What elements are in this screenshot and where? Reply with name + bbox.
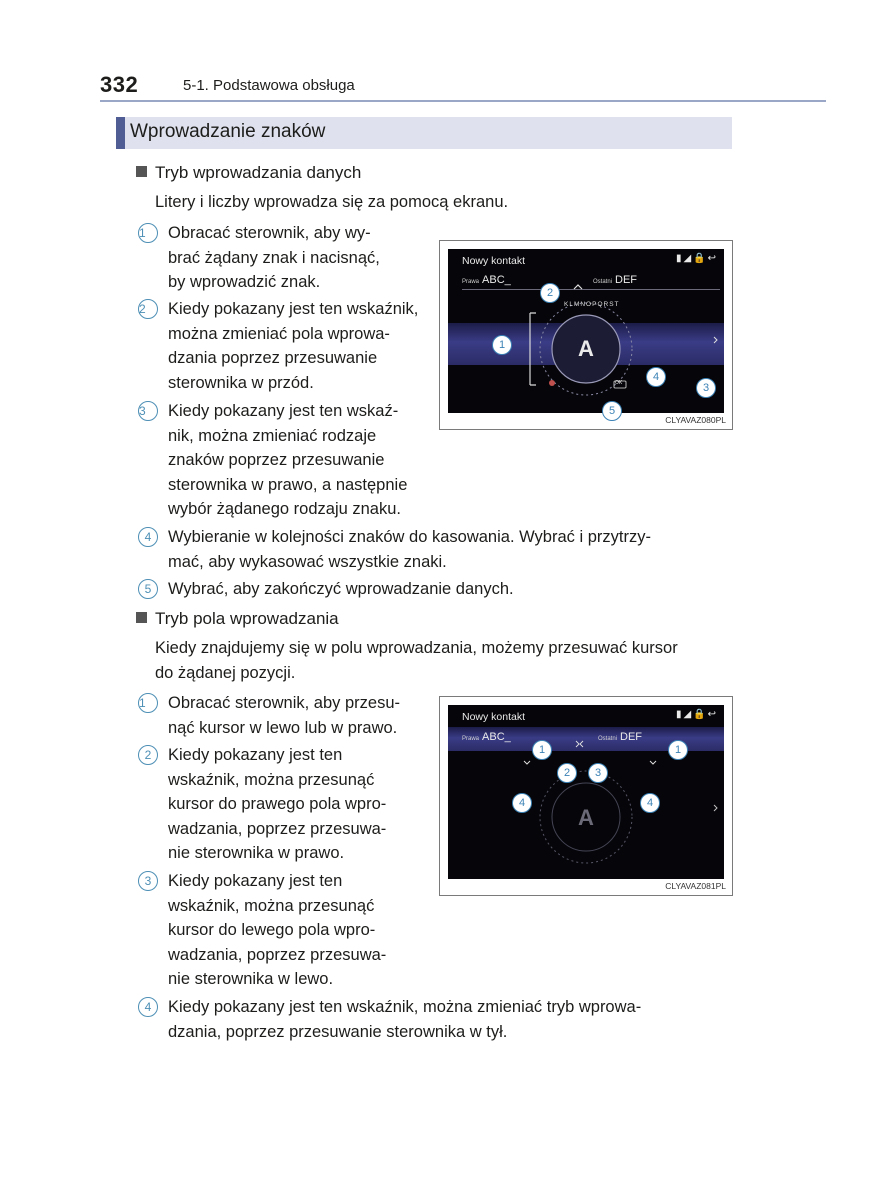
subheading-mode2 (136, 609, 339, 629)
line: kursor do prawego pola wpro- (168, 795, 387, 813)
screenshot-figure-2 (439, 696, 733, 896)
mode2-item-3 (144, 869, 422, 992)
mode1-item-2 (139, 297, 422, 395)
callout-4: 4 (646, 367, 666, 387)
mode2-intro (155, 636, 733, 685)
line: kursor do lewego pola wpro- (168, 921, 376, 939)
screen-title: Nowy kontakt (462, 255, 526, 267)
number-2-icon: 2 (138, 299, 158, 319)
mode1-item-4 (144, 525, 732, 574)
mode1-item-3 (139, 399, 422, 522)
field-2-label: Ostatni (593, 279, 613, 285)
line: wybór żądanego rodzaju znaku. (168, 500, 401, 518)
line: dzania poprzez przesuwanie (168, 349, 378, 367)
mode2-item-1 (139, 691, 422, 740)
callout-2: 2 (557, 763, 577, 783)
line: Kiedy pokazany jest ten (168, 746, 343, 764)
callout-3: 3 (696, 378, 716, 398)
field-2-value: DEF (620, 731, 643, 743)
line: by wprowadzić znak. (168, 273, 321, 291)
line: Kiedy znajdujemy się w polu wprowadzania, możemy przesuwać kursor (155, 639, 678, 657)
field-1-value: ABC_ (482, 731, 511, 743)
line: Kiedy pokazany jest ten (168, 872, 343, 890)
mode1-item-5 (144, 577, 732, 602)
display-screen (448, 705, 724, 879)
line: Kiedy pokazany jest ten wskaźnik, (168, 300, 419, 318)
ok-label: OK (615, 380, 623, 386)
line: mać, aby wykasować wszystkie znaki. (168, 552, 447, 571)
square-bullet-icon (136, 166, 147, 177)
callout-3: 3 (588, 763, 608, 783)
field-1-label: Prawa (462, 736, 480, 742)
line: nik, można zmieniać rodzaje (168, 426, 377, 445)
callout-2: 2 (540, 283, 560, 303)
field-1-label: Prawa (462, 279, 480, 285)
subheading-mode2-text: Tryb pola wprowadzania (155, 609, 339, 628)
selected-character: A (578, 336, 594, 361)
line: Kiedy pokazany jest ten wskaźnik, można zmieniać tryb wprowa- (168, 998, 642, 1016)
line: Wybieranie w kolejności znaków do kasowania. Wybrać i przytrzy- (168, 528, 651, 546)
mode2-item-2 (144, 743, 422, 866)
line: brać żądany znak i nacisnąć, (168, 248, 380, 267)
subheading-mode1-text: Tryb wprowadzania danych (155, 163, 362, 182)
square-bullet-icon (136, 612, 147, 623)
selected-character: A (578, 805, 594, 830)
line: nie sterownika w lewo. (168, 970, 334, 988)
number-4-icon: 4 (138, 997, 158, 1017)
line: wadzania, poprzez przesuwa- (168, 819, 387, 838)
callout-1: 1 (532, 740, 552, 760)
number-1-icon: 1 (138, 693, 158, 713)
number-3-icon: 3 (138, 401, 158, 421)
line: Wybrać, aby zakończyć wprowadzanie danych. (168, 580, 514, 598)
status-icons: ▮◢🔒↩ (675, 253, 718, 264)
callout-4: 4 (640, 793, 660, 813)
page-number: 332 (100, 72, 139, 97)
chapter-title: 5-1. Podstawowa obsługa (183, 77, 355, 94)
mode1-intro: Litery i liczby wprowadza się za pomocą ekranu. (155, 193, 509, 211)
line: dzania, poprzez przesuwanie sterownika w tył. (168, 1022, 508, 1041)
header-rule (100, 100, 826, 102)
callout-4: 4 (512, 793, 532, 813)
line: można zmieniać pola wprowa- (168, 324, 390, 343)
screen-title: Nowy kontakt (462, 711, 526, 723)
status-icons: ▮◢🔒↩ (675, 709, 718, 720)
number-5-icon: 5 (138, 579, 158, 599)
number-1-icon: 1 (138, 223, 158, 243)
line: do żądanej pozycji. (155, 663, 296, 682)
field-2-label: Ostatni (598, 736, 618, 742)
section-heading-bar (116, 117, 732, 149)
screenshot-figure-1 (439, 240, 733, 430)
line: Obracać sterownik, aby wy- (168, 224, 371, 242)
figure-code: CLYAVAZ080PL (665, 415, 726, 425)
wheel-letters: KLMNOPQRST (564, 301, 620, 308)
mode1-item-1 (139, 221, 422, 295)
callout-1: 1 (492, 335, 512, 355)
line: wskaźnik, można przesunąć (168, 770, 375, 789)
line: wskaźnik, można przesunąć (168, 896, 375, 915)
line: sterownika w prawo, a następnie (168, 475, 408, 494)
number-3-icon: 3 (138, 871, 158, 891)
mode2-item-4 (144, 995, 732, 1044)
display-screen (448, 249, 724, 413)
section-title: Wprowadzanie znaków (130, 121, 326, 142)
callout-5: 5 (602, 401, 622, 421)
subheading-mode1 (136, 163, 361, 183)
figure-code: CLYAVAZ081PL (665, 881, 726, 891)
number-2-icon: 2 (138, 745, 158, 765)
line: Obracać sterownik, aby przesu- (168, 694, 401, 712)
field-1-value: ABC_ (482, 274, 511, 286)
section-accent-stripe (116, 117, 125, 149)
line: wadzania, poprzez przesuwa- (168, 945, 387, 964)
line: sterownika w przód. (168, 373, 314, 392)
line: znaków poprzez przesuwanie (168, 451, 385, 469)
character-wheel-graphic (448, 249, 724, 413)
line: nąć kursor w lewo lub w prawo. (168, 718, 398, 737)
callout-1: 1 (668, 740, 688, 760)
field-2-value: DEF (615, 274, 638, 286)
number-4-icon: 4 (138, 527, 158, 547)
line: nie sterownika w prawo. (168, 844, 345, 862)
line: Kiedy pokazany jest ten wskaź- (168, 402, 399, 420)
cursor-mode-graphic (448, 705, 724, 879)
